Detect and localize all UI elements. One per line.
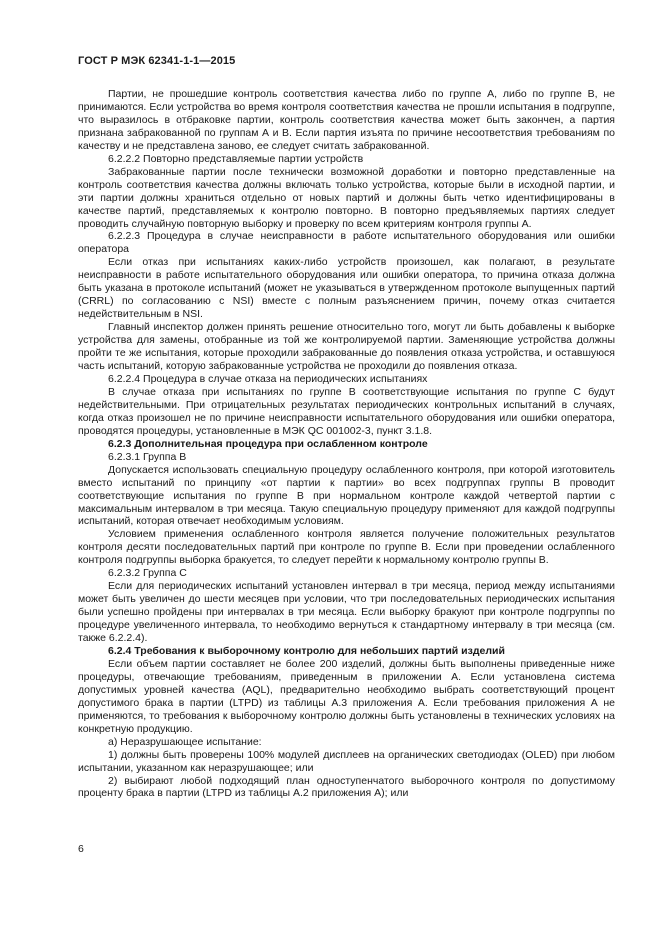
paragraph-chief-inspector: Главный инспектор должен принять решение относительно того, могут ли быть добавлены к выборке устройства для замены, отобранные из той же контролируемой партии. Заменяющие устройства должны пройти те же испытания, которые проходили забракованные до появления отказа устройства, и оставшуюся часть испытаний, которую забракованные устройства не проходили до появления отказа. (78, 321, 615, 373)
paragraph-lot-failure: Партии, не прошедшие контроль соответствия качества либо по группе А, либо по группе В, не принимаются. Если устройства во время контроля соответствия качества не прошли испытания в подгруппе, что выразилось в отбраковке партии, контроль соответствия качества может быть закончен, а партия признана забракованной по группам А и В. Если партия изъята по причине несоответствия требованиям по качеству и не представлена заново, ее следует считать забракованной. (78, 88, 615, 152)
list-item-a-2: 2) выбирают любой подходящий план одноступенчатого выборочного контроля по допустимому проценту брака в партии (LTPD из таблицы А.2 приложения А); или (78, 774, 615, 800)
paragraph-reduced-group-c: Если для периодических испытаний установлен интервал в три месяца, период между испытаниями может быть увеличен до шести месяцев при условии, что три последовательных периодических испытания были успешно пройдены при интервалах в три месяца. Если выборку бракуют при контроле подгруппы по процедуре увеличенного интервала, то необходимо вернуться к стандартному интервалу в три месяца (см. также 6.2.2.4). (78, 580, 615, 645)
heading-6-2-4: 6.2.4 Требования к выборочному контролю для небольших партий изделий (108, 644, 505, 657)
paragraph-resubmitted-lots: Забракованные партии после технически возможной доработки и повторно представленные на контроль соответствия качества должны включать только устройства, которые были в исходной партии, и эти партии должны храниться отдельно от новых партий и должны быть четко идентифицированы в качестве партий, представляемых к контролю повторно. В повторно предъявляемых партиях следует проводить случайную повторную выборку и проверку по всем критериям контроля группы А. (78, 165, 615, 230)
clause-6-2-3-2: 6.2.3.2 Группа С (108, 567, 187, 580)
list-item-a-1: 1) должны быть проверены 100% модулей дисплеев на органических светодиодах (OLED) при любом испытании, указанном как неразрушающее; или (78, 748, 615, 774)
document-header: ГОСТ Р МЭК 62341-1-1—2015 (78, 55, 236, 67)
clause-6-2-2-3: 6.2.2.3 Процедура в случае неисправности в работе испытательного оборудования или ошибки оператора (78, 230, 615, 256)
paragraph-periodic-failure: В случае отказа при испытаниях по группе В соответствующие испытания по группе С будут недействительными. При отрицательных результатах периодических контрольных испытаний в случаях, когда отказ произошел не по причине неисправности испытательного оборудования или ошибки оператора, проводятся процедуры, установленные в МЭК QC 001002-3, пункт 3.1.8. (78, 385, 615, 437)
heading-6-2-3: 6.2.3 Дополнительная процедура при ослабленном контроле (108, 437, 428, 450)
paragraph-equipment-failure: Если отказ при испытаниях каких-либо устройств произошел, как полагают, в результате неисправности в работе испытательного оборудования или ошибки оператора, то причина отказа должна быть указана в протоколе испытаний (может не указываться в утвержденном протоколе выпущенных партий (CRRL) по согласованию с NSI) вместе с полным разъяснением причин, почему отказ считается недействительным в NSI. (78, 256, 615, 321)
clause-6-2-2-4: 6.2.2.4 Процедура в случае отказа на периодических испытаниях (108, 372, 428, 385)
clause-6-2-2-2: 6.2.2.2 Повторно представляемые партии устройств (108, 152, 364, 165)
list-item-a: а) Неразрушающее испытание: (108, 735, 262, 748)
clause-6-2-3-1: 6.2.3.1 Группа В (108, 450, 187, 463)
paragraph-reduced-conditions: Условием применения ослабленного контроля является получение положительных результатов контроля десяти последовательных партий при контроле по группе В. Если при проведении ослабленного контроля подгруппы выборка бракуется, то следует перейти к нормальному контролю группы В. (78, 528, 615, 567)
paragraph-reduced-group-b: Допускается использовать специальную процедуру ослабленного контроля, при которой изготовитель вместо испытаний по принципу «от партии к партии» во всех подгруппах группы В проводит соответствующие испытания по группе В при нормальном контроле каждой четвертой партии с максимальным интервалом в три месяца. Такую специальную процедуру применяют для каждой подгруппы испытаний, которая отвечает необходимым условиям. (78, 463, 615, 528)
page-number: 6 (78, 843, 84, 855)
document-body (78, 88, 615, 800)
paragraph-small-lots: Если объем партии составляет не более 200 изделий, должны быть выполнены приведенные ниже процедуры, отвечающие требованиям, приведенным в приложении А. Если установлена система допустимых уровней качества (AQL), предварительно необходимо выбрать соответствующий процент допустимого брака в партии (LTPD) из таблицы А.3 приложения А. Если требования приложения А не применяются, то требования к выборочному контролю должны быть установлены в технических условиях на конкретную продукцию. (78, 657, 615, 735)
